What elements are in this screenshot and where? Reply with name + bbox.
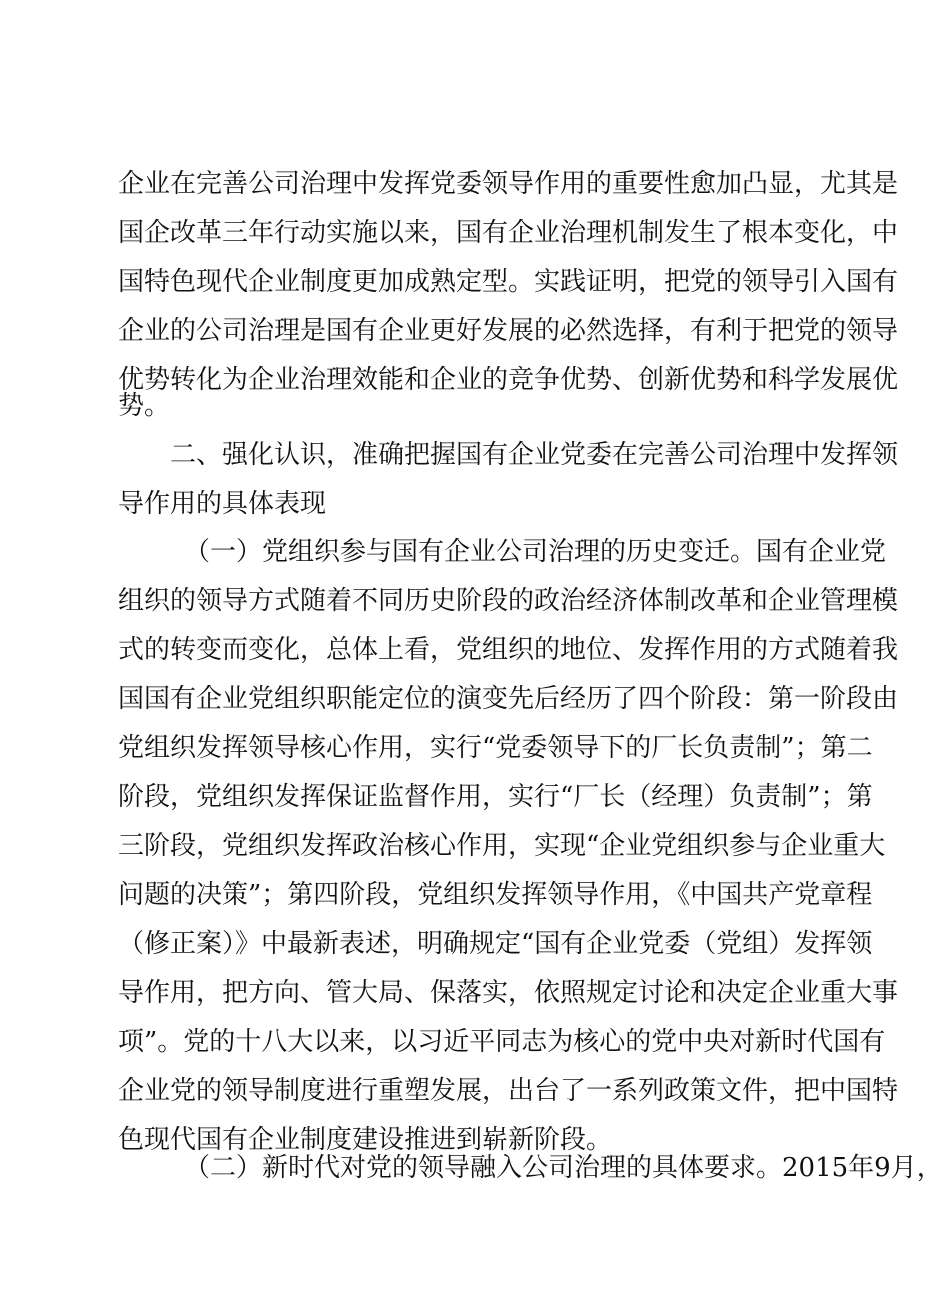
paragraph-line: 三阶段，党组织发挥政治核心作用，实现“企业党组织参与企业重大 — [118, 831, 886, 861]
paragraph-line: 党组织发挥领导核心作用，实行“党委领导下的厂长负责制”；第二 — [118, 733, 873, 763]
paragraph-line: 势。 — [118, 391, 171, 421]
paragraph-line: 企业的公司治理是国有企业更好发展的必然选择，有利于把党的领导 — [118, 316, 899, 346]
paragraph-line: 企业在完善公司治理中发挥党委领导作用的重要性愈加凸显，尤其是 — [118, 169, 899, 199]
paragraph-line: 式的转变而变化，总体上看，党组织的地位、发挥作用的方式随着我 — [118, 635, 899, 665]
paragraph-line: 国企改革三年行动实施以来，国有企业治理机制发生了根本变化，中 — [118, 218, 899, 248]
paragraph-line: （二）新时代对党的领导融入公司治理的具体要求。2015年9月， — [184, 1153, 943, 1183]
section-heading-line: 二、强化认识，准确把握国有企业党委在完善公司治理中发挥领 — [170, 440, 899, 470]
paragraph-line: 导作用，把方向、管大局、保落实，依照规定讨论和决定企业重大事 — [118, 978, 899, 1008]
paragraph-line: 问题的决策”；第四阶段，党组织发挥领导作用，《中国共产党章程 — [118, 880, 873, 910]
paragraph-line: 组织的领导方式随着不同历史阶段的政治经济体制改革和企业管理模 — [118, 586, 899, 616]
paragraph-line: 阶段，党组织发挥保证监督作用，实行“厂长（经理）负责制”；第 — [118, 782, 873, 812]
paragraph-line: 国特色现代企业制度更加成熟定型。实践证明，把党的领导引入国有 — [118, 267, 899, 297]
section-heading-line: 导作用的具体表现 — [118, 489, 327, 519]
paragraph-line: 企业党的领导制度进行重塑发展，出台了一系列政策文件，把中国特 — [118, 1076, 899, 1106]
paragraph-line: （一）党组织参与国有企业公司治理的历史变迁。国有企业党 — [184, 537, 887, 567]
paragraph-line: 项”。党的十八大以来，以习近平同志为核心的党中央对新时代国有 — [118, 1027, 886, 1057]
paragraph-line: 国国有企业党组织职能定位的演变先后经历了四个阶段：第一阶段由 — [118, 684, 899, 714]
paragraph-line: （修正案）》中最新表述，明确规定“国有企业党委（党组）发挥领 — [118, 929, 873, 959]
paragraph-line: 色现代国有企业制度建设推进到崭新阶段。 — [118, 1125, 613, 1155]
paragraph-line: 优势转化为企业治理效能和企业的竞争优势、创新优势和科学发展优 — [118, 365, 899, 395]
